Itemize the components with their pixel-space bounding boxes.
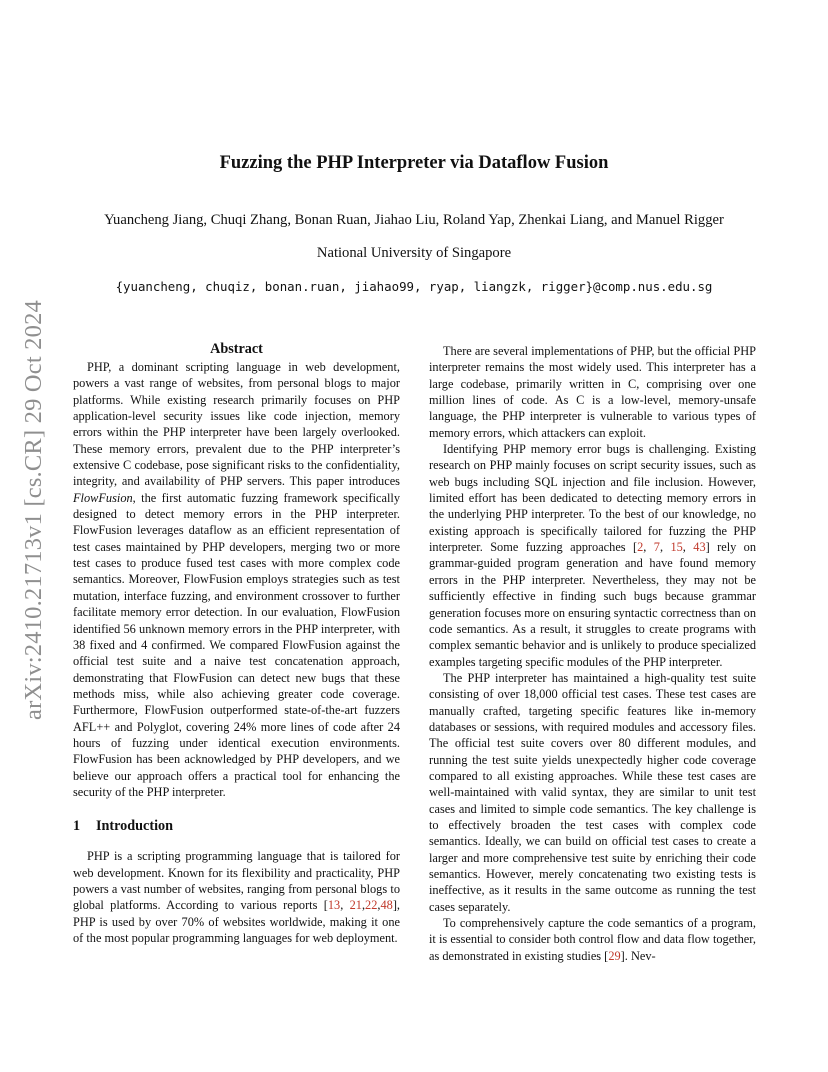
author-list: Yuancheng Jiang, Chuqi Zhang, Bonan Ruan, Jiahao Liu, Roland Yap, Zhenkai Liang, and Manuel Rigger bbox=[104, 212, 724, 228]
affiliation: National University of Singapore bbox=[316, 245, 512, 261]
citation-link[interactable]: 2 bbox=[637, 540, 644, 555]
citation-link[interactable]: 21 bbox=[349, 898, 362, 913]
paper-title: Fuzzing the PHP Interpreter via Dataflow Fusion bbox=[219, 153, 609, 173]
abstract-heading: Abstract bbox=[210, 341, 263, 357]
body-paragraph: Identifying PHP memory error bugs is challenging. Existing research on PHP mainly focuses on script security issues, such as web bugs including SQL injection and file inclusion. However, limited effort has been dedicated to detecting memory errors in the underlying PHP interpreter. To the best of our knowledge, no existing approach is specifically tailored for fuzzing the PHP interpreter. Some fuzzing approaches [2, 7, 15, 43] rely on grammar-guided program generation and have found memory errors in the PHP interpreter. Nevertheless, they may not be sufficiently effective in finding such bugs because grammar generation focuses more on ensuring syntactic correctness than on code semantics. As a result, it struggles to create programs with complex semantic behavior and is unlikely to produce specialized examples targeting specific modules of the PHP interpreter. bbox=[429, 442, 757, 669]
citation-link[interactable]: 43 bbox=[693, 540, 706, 555]
right-column bbox=[429, 343, 756, 964]
section-heading-introduction: 1 Introduction bbox=[73, 818, 173, 835]
author-emails: {yuancheng, chuqiz, bonan.ruan, jiahao99, ryap, liangzk, rigger}@comp.nus.edu.sg bbox=[115, 279, 713, 294]
body-paragraph: There are several implementations of PHP, but the official PHP interpreter remains the most widely used. This interpreter has a large codebase, primarily written in C, comprising over one million lines of code. As C is a low-level, memory-unsafe language, the PHP interpreter is vulnerable to various types of memory errors, which attackers can exploit. bbox=[429, 344, 756, 440]
abstract-text: PHP, a dominant scripting language in web development, powers a vast range of websites, from personal blogs to major platforms. While existing research primarily focuses on PHP application-level security issues like code injection, memory errors within the PHP interpreter have been largely overlooked. These memory errors, prevalent due to the PHP interpreter’s extensive C codebase, pose significant risks to the confidentiality, integrity, and availability of PHP servers. This paper introduces FlowFusion, the first automatic fuzzing framework specifically designed to detect memory errors in the PHP interpreter. FlowFusion leverages dataflow as an efficient representation of test cases maintained by PHP developers, merging two or more test cases to produce fused test cases with more complex code semantics. Moreover, FlowFusion employs strategies such as test mutation, interface fuzzing, and environment crossover to further facilitate memory error detection. In our evaluation, FlowFusion identified 56 unknown memory errors in the PHP interpreter, with 38 fixed and 4 confirmed. We compared FlowFusion against the official test suite and a naive test concatenation approach, demonstrating that FlowFusion can detect new bugs that these methods miss, while also achieving greater code coverage. Furthermore, FlowFusion outperformed state-of-the-art fuzzers AFL++ and Polyglot, covering 24% more lines of code after 24 hours of fuzzing under identical execution environments. FlowFusion has been acknowledged by PHP developers, and we believe our approach offers a practical tool for enhancing the security of the PHP interpreter. bbox=[73, 360, 400, 799]
citation-link[interactable]: 15 bbox=[670, 540, 683, 555]
citation-link[interactable]: 13 bbox=[327, 898, 341, 913]
citation-link[interactable]: 7 bbox=[653, 540, 660, 555]
citation-link[interactable]: 48 bbox=[380, 898, 393, 913]
arxiv-sidebar-label: arXiv:2410.21713v1 [cs.CR] 29 Oct 2024 bbox=[20, 300, 47, 720]
system-name: FlowFusion bbox=[73, 490, 133, 505]
citation-link[interactable]: 29 bbox=[608, 948, 621, 963]
body-paragraph: To comprehensively capture the code semantics of a program, it is essential to consider both control flow and data flow together, as demonstrated in existing studies [29]. Nev- bbox=[429, 916, 756, 963]
citation-link[interactable]: 22 bbox=[365, 898, 378, 913]
left-column bbox=[73, 340, 400, 946]
intro-paragraph: PHP is a scripting programming language that is tailored for web development. Known for its flexibility and practicality, PHP powers a vast number of websites, ranging from personal blogs to global platforms. According to various reports [13, 21,22,48], PHP is used by over 70% of websites worldwide, making it one of the most popular programming languages for web deployment. bbox=[73, 849, 401, 945]
body-paragraph: The PHP interpreter has maintained a high-quality test suite consisting of over 18,000 official test cases. These test cases are manually crafted, targeting specific features like in-memory databases or sessions, with required modules and accessory files. The official test suite covers over 80 different modules, and running the test suite yields unexpectedly higher code coverage compared to all existing approaches. While these test cases are well-maintained with valid syntax, they are similar to unit test cases and limited to simple code semantics. The key challenge is to effectively broaden the test cases with complex code semantics. Ideally, we can build on official test cases to create a larger and more comprehensive test suite by enriching their code semantics. However, merely concatenating two existing tests is ineffective, as it results in the same outcome as running the test cases separately. bbox=[429, 670, 756, 914]
